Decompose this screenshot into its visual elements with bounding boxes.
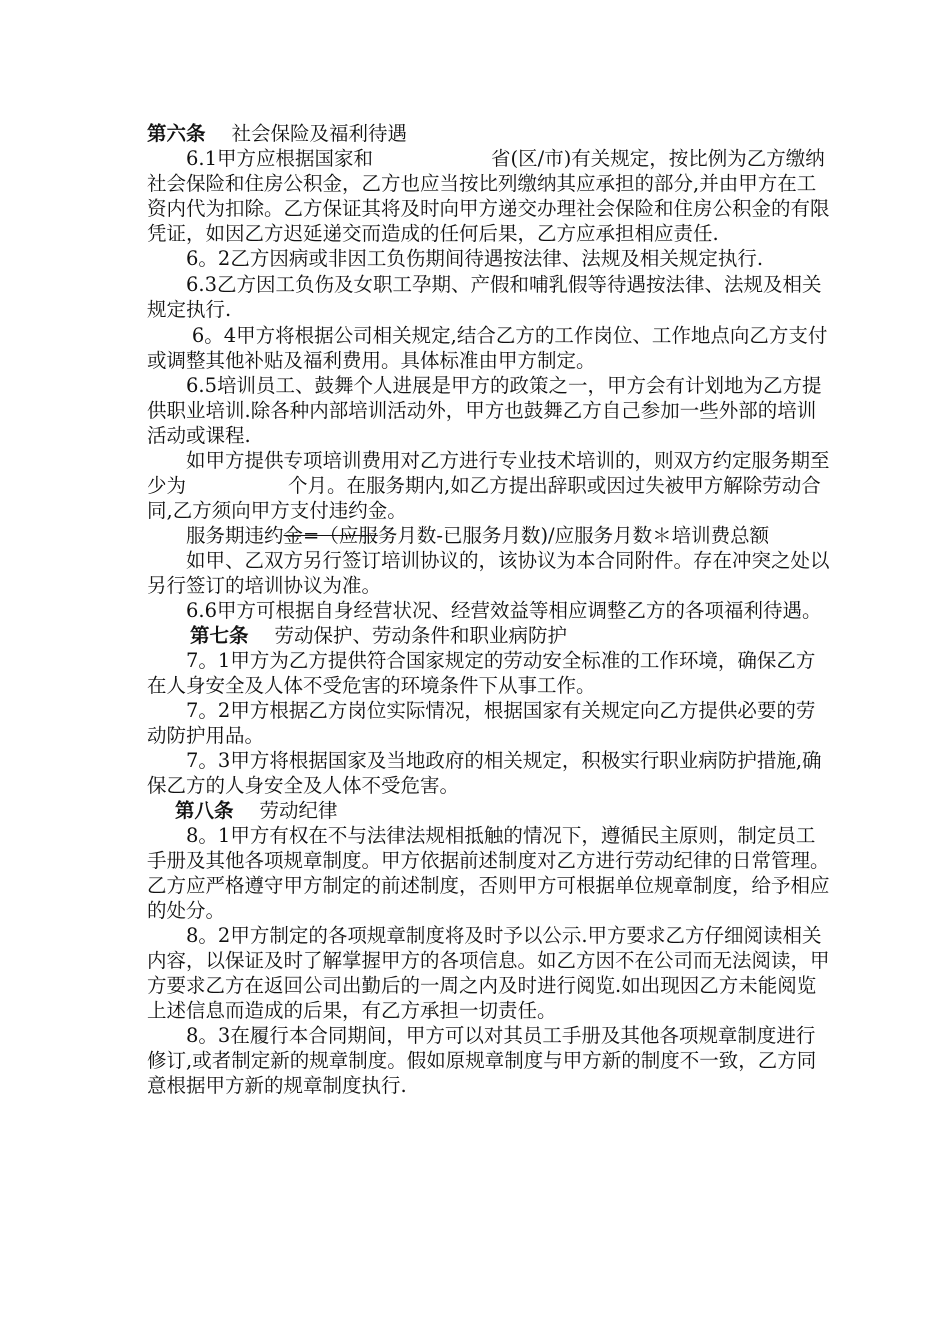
clause-6-1-part-b: 省(区/市)有关规定，按比例为乙方缴纳社会保险和住房公积金，乙方也应当按比列缴纳其应承担的部分,并由甲方在工资内代为扣除。乙方保证其将及时向甲方递交办理社会保险和住房公积金的有限凭证，如因乙方迟延递交而造成的任何后果，乙方应承担相应责任. (147, 147, 830, 245)
clause-7-1: 7。1甲方为乙方提供符合国家规定的劳动安全标准的工作环境，确保乙方在人身安全及人体不受危害的环境条件下从事工作。 (147, 649, 816, 697)
clause-8-1: 8。1甲方有权在不与法律法规相抵触的情况下，遵循民主原则，制定员工手册及其他各项规章制度。甲方依据前述制度对乙方进行劳动纪律的日常管理。乙方应严格遵守甲方制定的前述制度，否则甲方可根据单位规章制度，给予相应的处分。 (147, 824, 830, 922)
section-7-heading (147, 623, 832, 648)
section-6-heading (147, 121, 832, 146)
clause-6-6: 6.6甲方可根据自身经营状况、经营效益等相应调整乙方的各项福利待遇。 (186, 599, 822, 622)
clause-6-1-part-a: 6.1甲方应根据国家和 (186, 147, 374, 170)
clause-6-5-agreement: 如甲、乙双方另行签订培训协议的，该协议为本合同附件。存在冲突之处以另行签订的培训协议为准。 (147, 549, 830, 597)
section-8-title: 劳动纪律 (259, 799, 338, 822)
clause-6-5-training-term (147, 448, 832, 523)
clause-6-4: 6。4甲方将根据公司相关规定,结合乙方的工作岗位、工作地点向乙方支付或调整其他补贴及福利费用。具体标准由甲方制定。 (147, 324, 828, 372)
clause-6-5-penalty-formula (147, 523, 832, 548)
clause-7-3: 7。3甲方将根据国家及当地政府的相关规定，积极实行职业病防护措施,确保乙方的人身安全及人体不受危害。 (147, 749, 822, 797)
clause-8-2: 8。2甲方制定的各项规章制度将及时予以公示.甲方要求乙方仔细阅读相关内容，以保证及时了解掌握甲方的各项信息。如乙方因不在公司而无法阅读，甲方要求乙方在返回公司出勤后的一周之内及时进行阅览.如出现因乙方未能阅览上述信息而造成的后果，有乙方承担一切责任。 (147, 924, 830, 1022)
section-8-label: 第八条 (175, 799, 234, 822)
section-6-label: 第六条 (147, 122, 206, 145)
training-term-part-b: 个月。在服务期内,如乙方提出辞职或因过失被甲方解除劳动合同,乙方须向甲方支付违约金。 (147, 474, 821, 522)
penalty-formula-strikethrough: 金=（应服 (283, 524, 378, 547)
penalty-formula-part-a: 服务期违约 (186, 524, 284, 547)
clause-6-1 (147, 146, 832, 246)
clause-6-5: 6.5培训员工、鼓舞个人进展是甲方的政策之一，甲方会有计划地为乙方提供职业培训.除各种内部培训活动外，甲方也鼓舞乙方自己参加一些外部的培训活动或课程. (147, 374, 822, 447)
training-term-part-a: 如甲方提供专项培训费用对乙方进行专业技术培训的，则双方约定服务期至少为 (147, 449, 830, 497)
clause-7-2: 7。2甲方根据乙方岗位实际情况，根据国家有关规定向乙方提供必要的劳动防护用品。 (147, 699, 816, 747)
clause-6-3: 6.3乙方因工负伤及女职工孕期、产假和哺乳假等待遇按法律、法规及相关规定执行. (147, 273, 822, 321)
penalty-formula-part-b: 务月数-已服务月数)/应服务月数＊培训费总额 (377, 524, 770, 547)
clause-6-2: 6。2乙方因病或非因工负伤期间待遇按法律、法规及相关规定执行. (186, 247, 764, 270)
clause-8-3: 8。3在履行本合同期间，甲方可以对其员工手册及其他各项规章制度进行修订,或者制定新的规章制度。假如原规章制度与甲方新的制度不一致，乙方同意根据甲方新的规章制度执行. (147, 1024, 817, 1097)
section-7-label: 第七条 (190, 624, 249, 647)
section-6-title: 社会保险及福利待遇 (231, 122, 408, 145)
section-8-heading (147, 798, 832, 823)
section-7-title: 劳动保护、劳动条件和职业病防护 (274, 624, 568, 647)
